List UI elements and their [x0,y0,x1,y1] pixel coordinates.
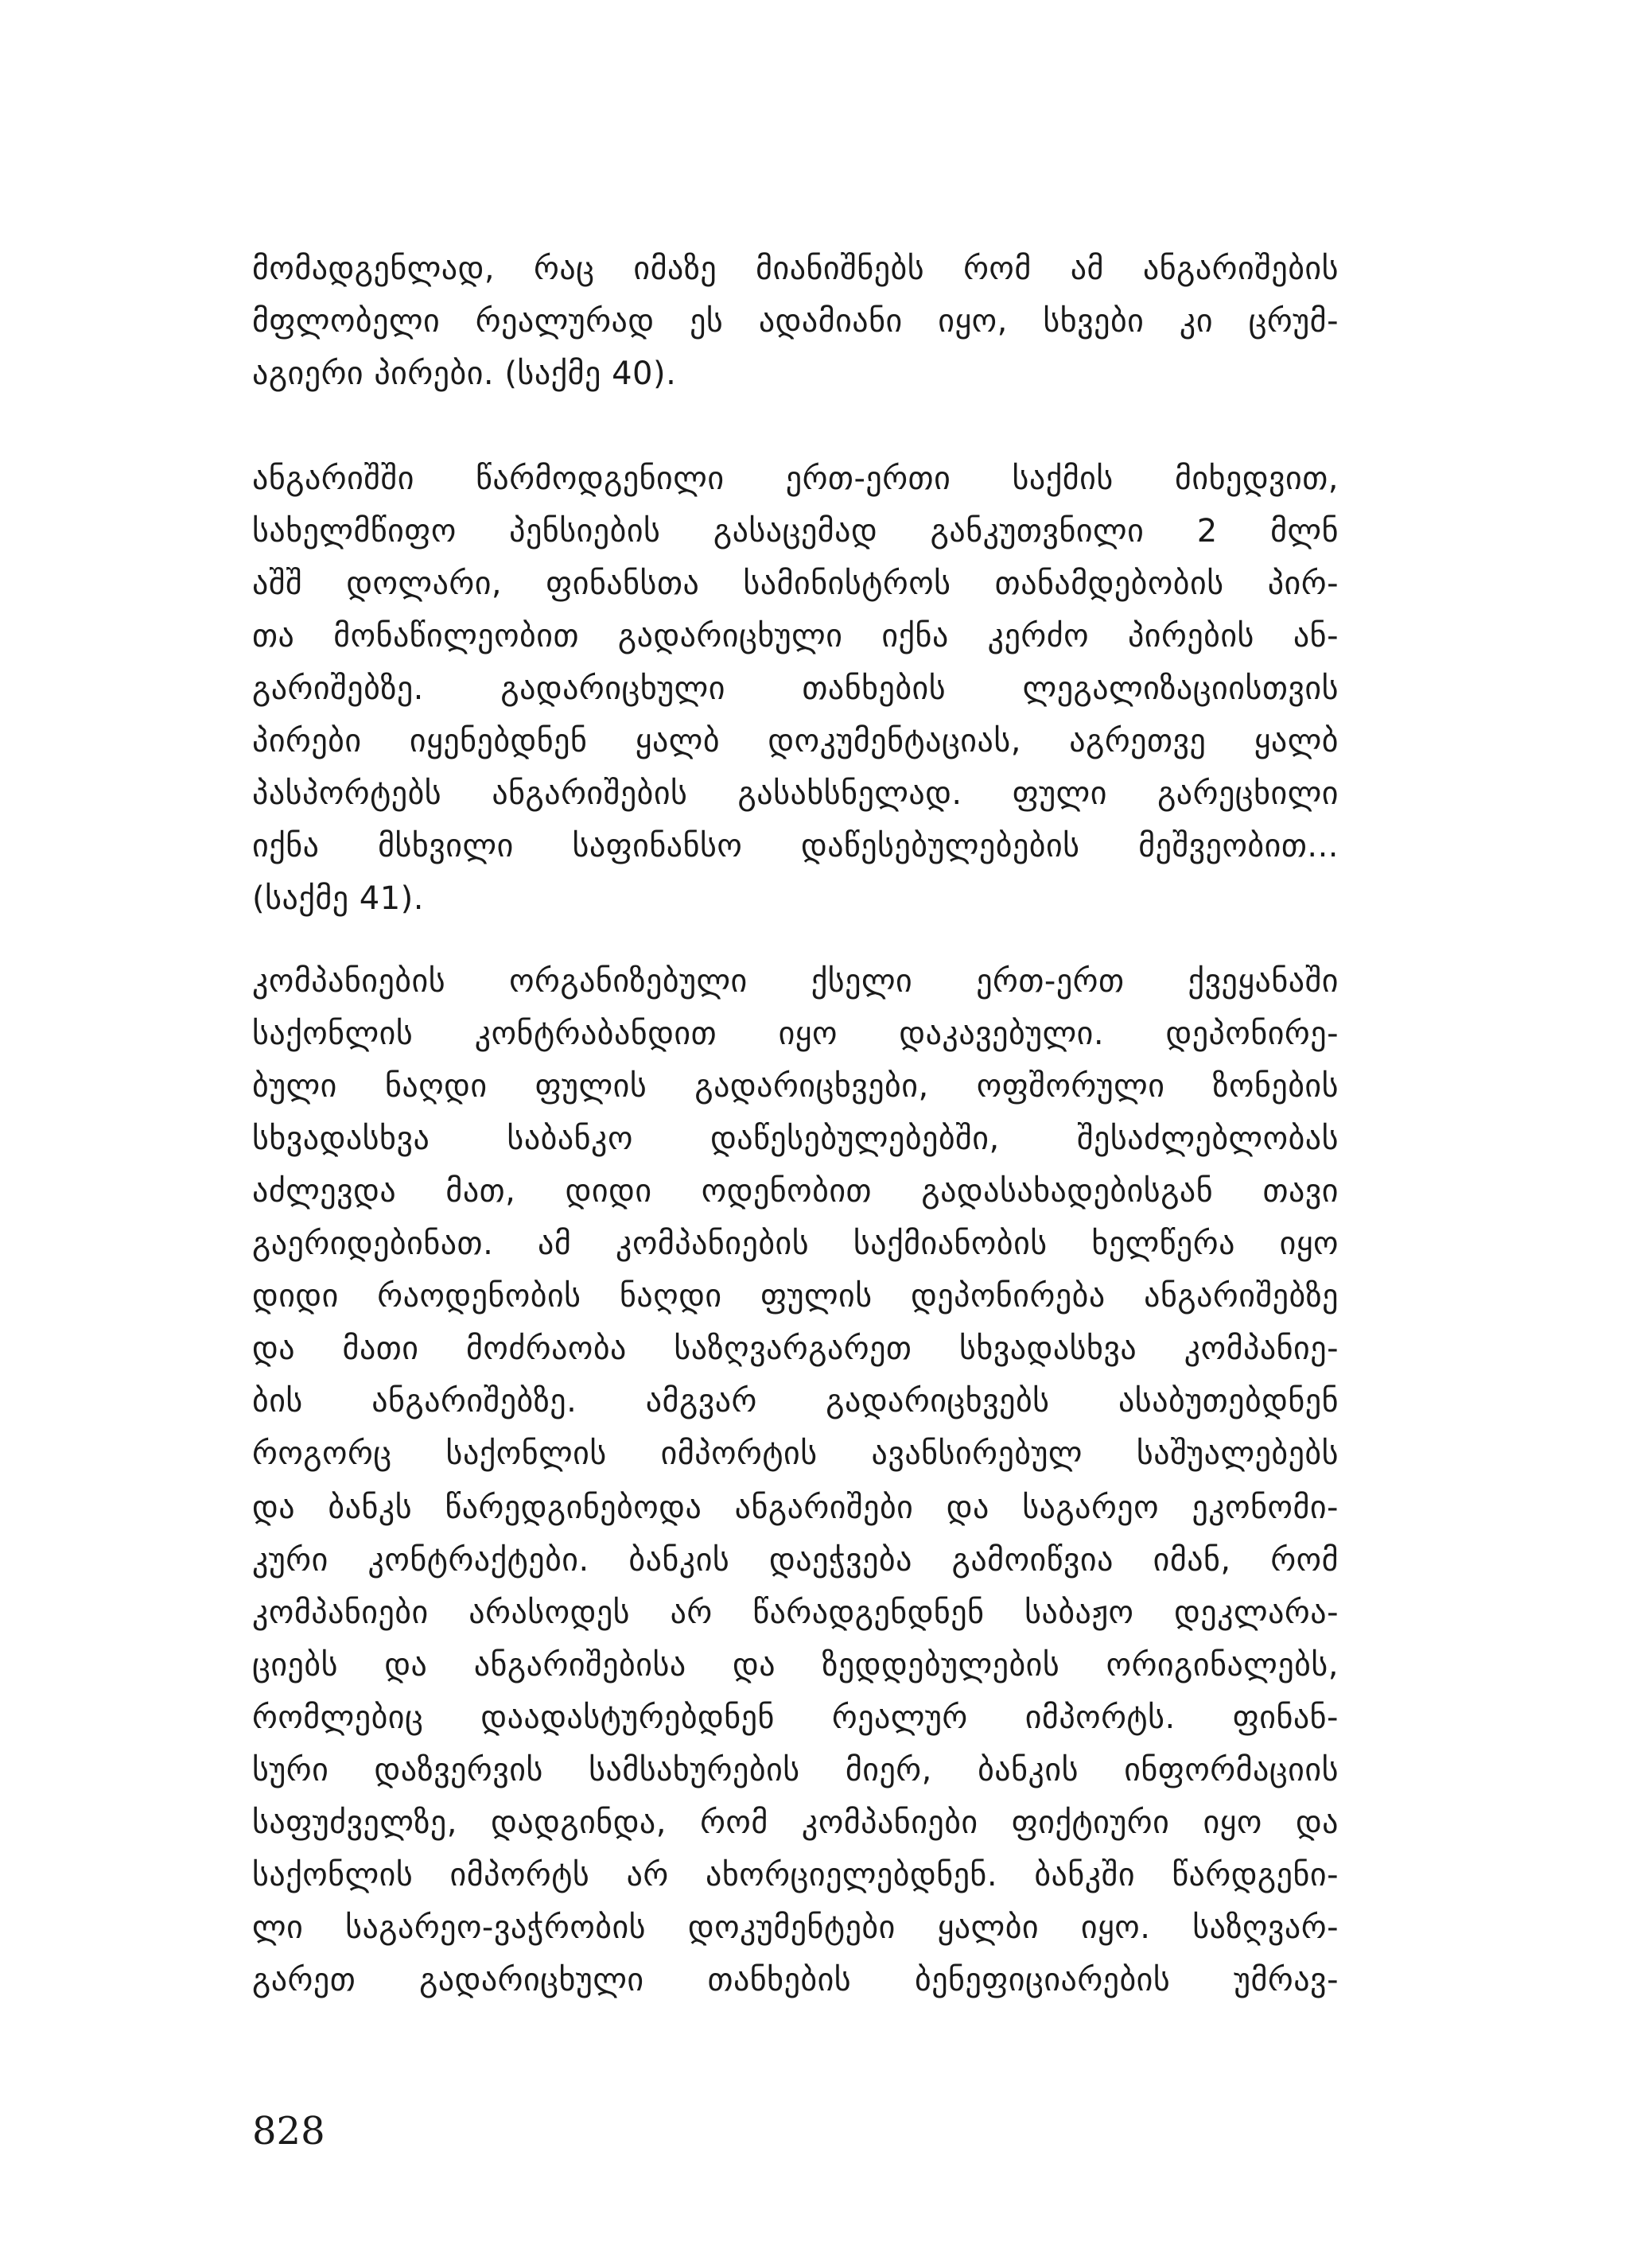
paragraph [252,452,1339,925]
text-line: ლი საგარეო-ვაჭრობის დოკუმენტები ყალბი იყო. საზღვარ- [252,1909,1339,1946]
text-line: ბის ანგარიშებზე. ამგვარ გადარიცხვებს ასაბუთებდნენ [252,1383,1339,1419]
text-line: საქონლის იმპორტს არ ახორციელებდნენ. ბანკში წარდგენი- [252,1857,1339,1893]
text-line: იქნა მსხვილი საფინანსო დაწესებულებების მეშვეობით... [252,828,1339,864]
text-line: გარიშებზე. გადარიცხული თანხების ლეგალიზაციისთვის [252,670,1339,707]
text-line: პასპორტებს ანგარიშების გასახსნელად. ფული გარეცხილი [252,775,1339,812]
text-line: და ბანკს წარედგინებოდა ანგარიშები და საგარეო ეკონომი- [252,1489,1339,1526]
text-line: გაერიდებინათ. ამ კომპანიების საქმიანობის ხელწერა იყო [252,1225,1339,1262]
text-line: გარეთ გადარიცხული თანხების ბენეფიციარების უმრავ- [252,1962,1339,1998]
text-line: ციებს და ანგარიშებისა და ზედდებულების ორიგინალებს, [252,1647,1339,1684]
text-line: სური დაზვერვის სამსახურების მიერ, ბანკის ინფორმაციის [252,1752,1339,1788]
text-line: დიდი რაოდენობის ნაღდი ფულის დეპონირება ანგარიშებზე [252,1278,1339,1315]
text-line: კომპანიები არასოდეს არ წარადგენდნენ საბაჟო დეკლარა- [252,1594,1339,1631]
text-line: (საქმე 41). [252,880,424,917]
text-line: კური კონტრაქტები. ბანკის დაეჭვება გამოიწვია იმან, რომ [252,1542,1339,1579]
text-line: საფუძველზე, დადგინდა, რომ კომპანიები ფიქტიური იყო და [252,1804,1339,1841]
text-line: სახელმწიფო პენსიების გასაცემად განკუთვნილი 2 მლნ [252,513,1339,550]
text-line: სხვადასხვა საბანკო დაწესებულებებში, შესაძლებლობას [252,1120,1339,1157]
text-line: საქონლის კონტრაბანდით იყო დაკავებული. დეპონირე- [252,1016,1339,1052]
text-line: აშშ დოლარი, ფინანსთა სამინისტროს თანამდებობის პირ- [252,565,1339,602]
paragraph [252,955,1339,1480]
text-line: მომადგენლად, რაც იმაზე მიანიშნებს რომ ამ ანგარიშების [252,250,1339,287]
paragraph [252,243,1339,400]
paragraph [252,1482,1339,2006]
text-line: აძლევდა მათ, დიდი ოდენობით გადასახადებისგან თავი [252,1173,1339,1210]
text-line: პირები იყენებდნენ ყალბ დოკუმენტაციას, აგრეთვე ყალბ [252,723,1339,759]
text-line: ბული ნაღდი ფულის გადარიცხვები, ოფშორული ზონების [252,1068,1339,1105]
page-number: 828 [252,2109,325,2153]
text-line: თა მონაწილეობით გადარიცხული იქნა კერძო პირების ან- [252,618,1339,654]
text-line: აგიერი პირები. (საქმე 40). [252,355,677,392]
text-line: ანგარიშში წარმოდგენილი ერთ-ერთი საქმის მიხედვით, [252,460,1339,497]
text-line: კომპანიების ორგანიზებული ქსელი ერთ-ერთ ქვეყანაში [252,963,1339,1000]
text-line: და მათი მოძრაობა საზღვარგარეთ სხვადასხვა კომპანიე- [252,1330,1339,1367]
text-line: რომლებიც დაადასტურებდნენ რეალურ იმპორტს. ფინან- [252,1699,1339,1736]
text-line: მფლობელი რეალურად ეს ადამიანი იყო, სხვები კი ცრუმ- [252,303,1339,340]
text-line: როგორც საქონლის იმპორტის ავანსირებულ საშუალებებს [252,1435,1339,1472]
